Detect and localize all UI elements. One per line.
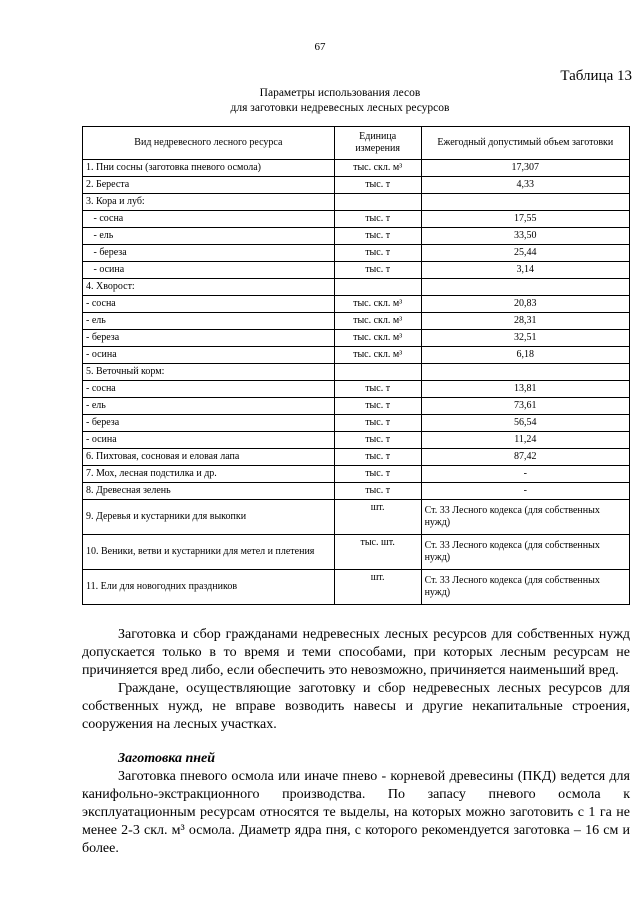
resource-name-cell: 4. Хворост:	[83, 279, 335, 296]
volume-cell: 28,31	[421, 313, 629, 330]
paragraph: Граждане, осуществляющие заготовку и сбор недревесных лесных ресурсов для собственных нужд, не вправе возводить навесы и другие некапитальные строения, сооружения на лесных участках.	[82, 681, 630, 732]
unit-cell: шт.	[334, 570, 421, 605]
unit-cell: тыс. скл. м³	[334, 347, 421, 364]
resource-name-cell: - ель	[83, 228, 335, 245]
resource-name-cell: - сосна	[83, 381, 335, 398]
resource-name-cell: 6. Пихтовая, сосновая и еловая лапа	[83, 449, 335, 466]
volume-cell	[421, 279, 629, 296]
table-row	[83, 500, 630, 535]
resource-name-cell: 9. Деревья и кустарники для выкопки	[83, 500, 335, 535]
resource-name-cell: - ель	[83, 398, 335, 415]
caption-line-1: Параметры использования лесов	[259, 87, 421, 99]
resource-name-cell: - ель	[83, 313, 335, 330]
table-row	[83, 228, 630, 245]
volume-cell	[421, 194, 629, 211]
table-row	[83, 177, 630, 194]
volume-cell: Ст. 33 Лесного кодекса (для собственных нужд)	[421, 500, 629, 535]
unit-cell: тыс. т	[334, 483, 421, 500]
resource-name-cell: 11. Ели для новогодних праздников	[83, 570, 335, 605]
table-row	[83, 313, 630, 330]
volume-cell: 11,24	[421, 432, 629, 449]
resource-name-cell: - сосна	[83, 211, 335, 228]
volume-cell: 56,54	[421, 415, 629, 432]
resource-name-cell: 3. Кора и луб:	[83, 194, 335, 211]
unit-cell: тыс. т	[334, 466, 421, 483]
volume-cell: 4,33	[421, 177, 629, 194]
table-row	[83, 466, 630, 483]
table-row	[83, 483, 630, 500]
table-row	[83, 262, 630, 279]
volume-cell: Ст. 33 Лесного кодекса (для собственных нужд)	[421, 570, 629, 605]
unit-cell: тыс. скл. м³	[334, 160, 421, 177]
table-row	[83, 381, 630, 398]
unit-cell: тыс. скл. м³	[334, 313, 421, 330]
body-text	[82, 626, 630, 858]
resource-name-cell: - береза	[83, 415, 335, 432]
table-row	[83, 535, 630, 570]
unit-cell: тыс. скл. м³	[334, 296, 421, 313]
table-row	[83, 432, 630, 449]
unit-cell: тыс. т	[334, 449, 421, 466]
table-header-row	[83, 127, 630, 160]
volume-cell	[421, 364, 629, 381]
volume-cell: 32,51	[421, 330, 629, 347]
unit-cell: тыс. т	[334, 398, 421, 415]
resource-name-cell: 1. Пни сосны (заготовка пневого осмола)	[83, 160, 335, 177]
resource-name-cell: 10. Веники, ветви и кустарники для метел и плетения	[83, 535, 335, 570]
caption-line-2: для заготовки недревесных лесных ресурсов	[230, 102, 450, 114]
resource-name-cell: 5. Веточный корм:	[83, 364, 335, 381]
resource-name-cell: - осина	[83, 432, 335, 449]
table-caption	[40, 86, 640, 116]
volume-cell: 3,14	[421, 262, 629, 279]
paragraph: Заготовка и сбор гражданами недревесных лесных ресурсов для собственных нужд допускается только в то время и теми способами, при которых лесным ресурсам не причиняется вред либо, если обеспечить это невозможно, причиняется наименьший вред.	[82, 627, 630, 678]
unit-cell: тыс. т	[334, 262, 421, 279]
header-annual-volume: Ежегодный допустимый объем заготовки	[421, 127, 629, 160]
unit-cell: тыс. т	[334, 211, 421, 228]
resource-name-cell: 2. Береста	[83, 177, 335, 194]
header-unit: Единица измерения	[334, 127, 421, 160]
resource-name-cell: 8. Древесная зелень	[83, 483, 335, 500]
volume-cell: -	[421, 483, 629, 500]
volume-cell: 13,81	[421, 381, 629, 398]
resource-name-cell: - береза	[83, 245, 335, 262]
resource-name-cell: 7. Мох, лесная подстилка и др.	[83, 466, 335, 483]
unit-cell: тыс. т	[334, 432, 421, 449]
unit-cell: тыс. шт.	[334, 535, 421, 570]
volume-cell: 87,42	[421, 449, 629, 466]
table-row	[83, 194, 630, 211]
table-body	[83, 160, 630, 605]
section-heading: Заготовка пней	[118, 751, 216, 766]
table-row	[83, 245, 630, 262]
unit-cell	[334, 279, 421, 296]
paragraph: Заготовка пневого осмола или иначе пнево - корневой древесины (ПКД) ведется для канифольно-экстракционного производства. По запасу пневого осмола к эксплуатационным ресурсам относятся те выделы, на которых можно заготовить с 1 га не менее 2-3 скл. м³ осмола. Диаметр ядра пня, с которого рекомендуется заготовка – 16 см и более.	[82, 769, 630, 856]
table-row	[83, 347, 630, 364]
header-resource-type: Вид недревесного лесного ресурса	[83, 127, 335, 160]
volume-cell: 20,83	[421, 296, 629, 313]
resource-name-cell: - осина	[83, 262, 335, 279]
table-row	[83, 449, 630, 466]
volume-cell: 17,307	[421, 160, 629, 177]
volume-cell: 33,50	[421, 228, 629, 245]
resource-name-cell: - осина	[83, 347, 335, 364]
table-row	[83, 296, 630, 313]
table-row	[83, 570, 630, 605]
table-label: Таблица 13	[560, 68, 632, 84]
table-row	[83, 398, 630, 415]
page-number: 67	[314, 41, 326, 53]
unit-cell: тыс. скл. м³	[334, 330, 421, 347]
resources-table	[82, 126, 630, 605]
table-row	[83, 279, 630, 296]
volume-cell: Ст. 33 Лесного кодекса (для собственных нужд)	[421, 535, 629, 570]
unit-cell: шт.	[334, 500, 421, 535]
unit-cell: тыс. т	[334, 245, 421, 262]
unit-cell: тыс. т	[334, 381, 421, 398]
table-row	[83, 415, 630, 432]
volume-cell: 6,18	[421, 347, 629, 364]
volume-cell: 25,44	[421, 245, 629, 262]
resource-name-cell: - береза	[83, 330, 335, 347]
table-row	[83, 211, 630, 228]
volume-cell: -	[421, 466, 629, 483]
table-row	[83, 364, 630, 381]
unit-cell: тыс. т	[334, 177, 421, 194]
volume-cell: 73,61	[421, 398, 629, 415]
table-row	[83, 160, 630, 177]
unit-cell	[334, 364, 421, 381]
unit-cell: тыс. т	[334, 228, 421, 245]
table-row	[83, 330, 630, 347]
resource-name-cell: - сосна	[83, 296, 335, 313]
unit-cell: тыс. т	[334, 415, 421, 432]
unit-cell	[334, 194, 421, 211]
volume-cell: 17,55	[421, 211, 629, 228]
